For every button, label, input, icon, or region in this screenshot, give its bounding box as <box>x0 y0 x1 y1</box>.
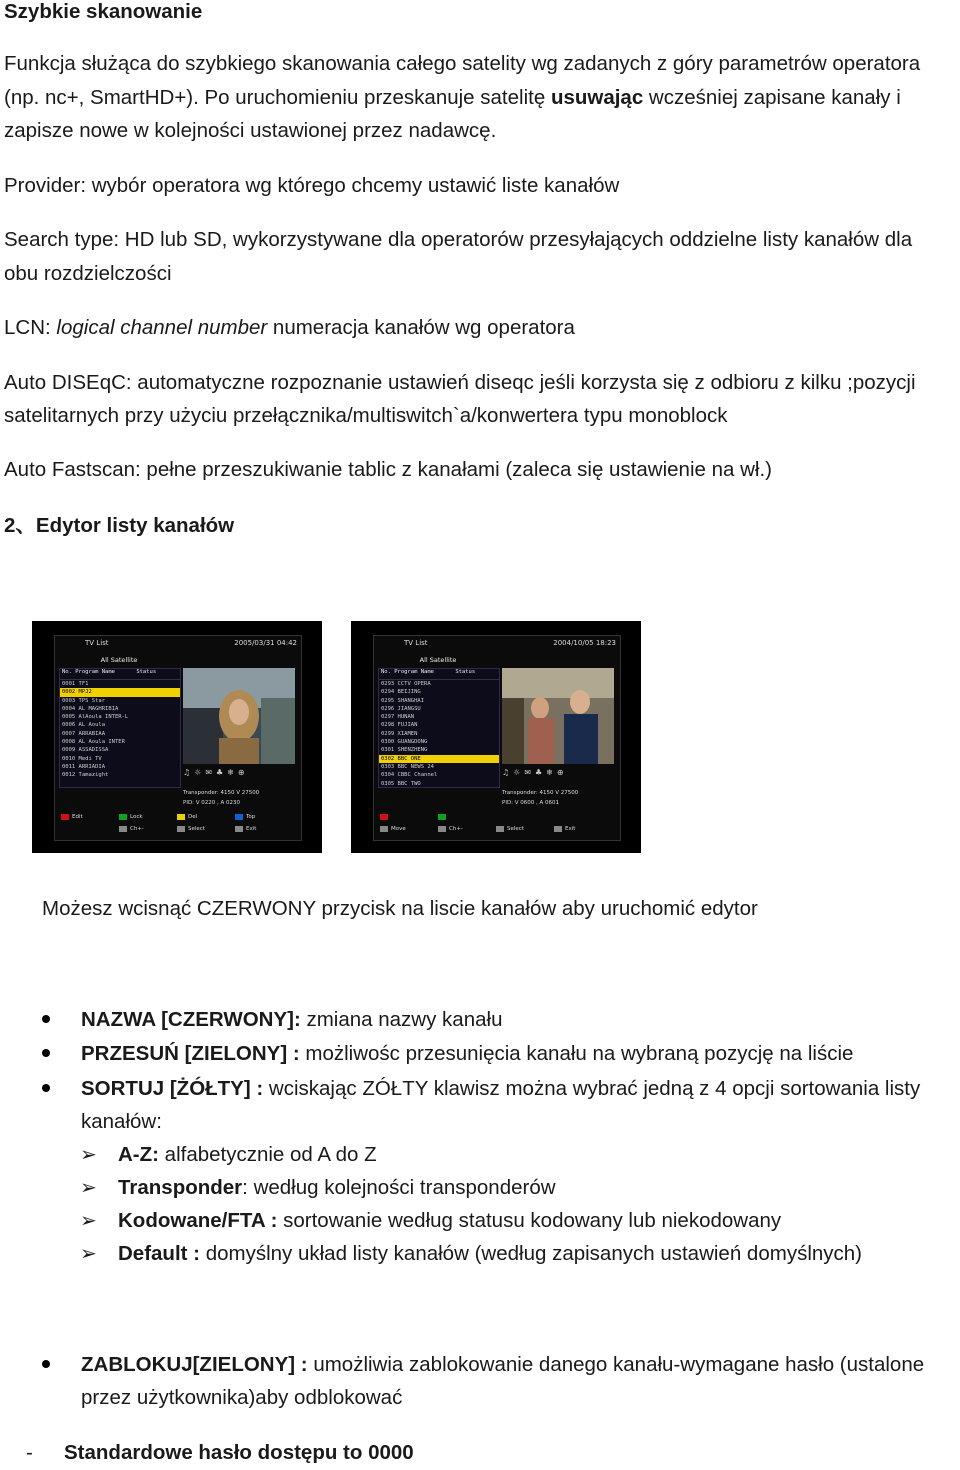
sub-bold: Default : <box>118 1242 200 1265</box>
key-ch <box>438 826 463 832</box>
channel-row: 0009 ASSADISSA <box>62 747 109 754</box>
fastscan-text: Auto Fastscan: pełne przeszukiwanie tablic z kanałami (zaleca się ustawienie na wł.) <box>4 458 772 481</box>
channel-row: 0304 CBBC Channel <box>381 772 438 779</box>
key-exit <box>235 826 256 832</box>
col-name: Program Name <box>394 669 434 675</box>
col-status: Status <box>455 669 476 675</box>
sort-transponder <box>118 1171 556 1205</box>
default-password: Standardowe hasło dostępu to 0000 <box>64 1441 414 1464</box>
channel-row: 0007 ARRABIAA <box>62 730 106 737</box>
col-status: Status <box>136 669 157 675</box>
channel-list <box>378 668 500 788</box>
video-preview <box>183 668 295 764</box>
channel-list <box>59 668 181 788</box>
ok-key-icon <box>496 826 504 832</box>
yellow-key-icon <box>177 814 185 820</box>
video-preview <box>502 668 614 764</box>
sub-text: alfabetycznie od A do Z <box>158 1143 377 1166</box>
col-name: Program Name <box>75 669 115 675</box>
channel-row: 0303 BBC NEWS 24 <box>381 763 434 770</box>
diseqc-line-2: satelitarnych przy użyciu przełącznika/multiswitch`a/konwertera typu monoblock <box>4 404 728 427</box>
key-label: Select <box>188 826 205 832</box>
sub-bold: A-Z: <box>118 1143 159 1166</box>
search-type-line-2: obu rozdzielczości <box>4 262 172 285</box>
dash-marker: - <box>26 1441 33 1464</box>
channel-row: 0008 AL Aoula INTER <box>62 739 125 746</box>
channel-row: 0011 ARRIADIA <box>62 763 106 770</box>
bullet-sort <box>81 1072 920 1106</box>
satellite-label: All Satellite <box>100 656 138 664</box>
key-label: Ch+- <box>130 826 144 832</box>
arrows-key-icon <box>438 826 446 832</box>
intro-line-3: zapisze nowe w kolejności ustawionej przez nadawcę. <box>4 119 497 142</box>
key-label: Exit <box>565 826 576 832</box>
arrow-bullet-icon: ➢ <box>80 1241 97 1265</box>
key-green <box>438 814 446 820</box>
green-key-icon <box>438 814 446 820</box>
channel-row: 0295 SHANGHAI <box>381 697 425 704</box>
tv-list-datetime: 2005/03/31 04:42 <box>234 639 297 647</box>
intro-line-2-text: (np. nc+, SmartHD+). Po uruchomieniu przeskanuje satelitę <box>4 86 551 109</box>
red-key-icon <box>380 814 388 820</box>
channel-row: 0002 MPJ2 <box>60 688 180 696</box>
tv-list-frame <box>54 635 302 841</box>
tv-list-header <box>374 636 620 650</box>
lcn-rest: numeracja kanałów wg operatora <box>267 316 575 339</box>
bullet-icon <box>42 1049 50 1057</box>
key-label: Del <box>188 814 198 820</box>
sort-fta <box>118 1204 781 1238</box>
bullet-text: zmiana nazwy kanału <box>300 1008 503 1031</box>
color-keys-legend <box>59 812 297 836</box>
transponder-info <box>183 788 295 808</box>
key-red <box>380 814 388 820</box>
section-2-heading: 2、Edytor listy kanałów <box>4 514 235 537</box>
sub-bold: Transponder <box>118 1176 243 1199</box>
channel-row: 0305 BBC TWO <box>381 780 421 787</box>
red-button-hint: Możesz wcisnąć CZERWONY przycisk na liscie kanałów aby uruchomić edytor <box>42 897 758 920</box>
key-label: Top <box>246 814 256 820</box>
channel-row: 0001 TF1 <box>62 681 89 687</box>
bullet-text: możliwośc przesunięcia kanału na wybraną pozycję na liście <box>299 1042 854 1065</box>
channel-row: 0004 AL MAGHRIBIA <box>62 705 119 712</box>
transponder-text: Transponder: 4150 V 27500 <box>502 790 579 796</box>
channel-row: 0010 Medi TV <box>62 755 102 762</box>
lcn-prefix: LCN: <box>4 316 57 339</box>
channel-row: 0293 CCTV OPERA <box>381 681 431 687</box>
sub-bold: Kodowane/FTA : <box>118 1209 278 1232</box>
tv-list-datetime: 2004/10/05 18:23 <box>553 639 616 647</box>
blue-key-icon <box>235 814 243 820</box>
arrows-key-icon <box>119 826 127 832</box>
channel-row: 0296 JIANGSU <box>381 705 421 712</box>
arrow-bullet-icon: ➢ <box>80 1142 97 1166</box>
arrow-bullet-icon: ➢ <box>80 1208 97 1232</box>
tv-list-header <box>55 636 301 650</box>
tv-list-title: TV List <box>85 639 109 647</box>
bullet-bold: ZABLOKUJ[ZIELONY] : <box>81 1353 308 1376</box>
col-no: No. <box>62 669 72 675</box>
key-select <box>177 826 205 832</box>
key-label: Exit <box>246 826 257 832</box>
key-label: Lock <box>130 814 143 820</box>
bullet-bold: SORTUJ [ŻÓŁTY] : <box>81 1077 264 1100</box>
provider-text: Provider: wybór operatora wg którego chcemy ustawić liste kanałów <box>4 174 620 197</box>
key-label: Ch+- <box>449 826 463 832</box>
key-ch <box>119 826 144 832</box>
sort-default <box>118 1237 862 1271</box>
key-select <box>496 826 524 832</box>
exit-key-icon <box>554 826 562 832</box>
key-exit <box>554 826 575 832</box>
bullet-rename <box>81 1003 502 1037</box>
bullet-bold: NAZWA [CZERWONY]: <box>81 1008 301 1031</box>
search-type-line-1: Search type: HD lub SD, wykorzystywane dla operatorów przesyłających oddzielne listy kanałów dla <box>4 228 913 251</box>
bullet-text: wciskając ZÓŁTY klawisz można wybrać jedną z 4 opcji sortowania listy <box>263 1077 921 1100</box>
tv-list-title: TV List <box>404 639 428 647</box>
bullet-icon <box>42 1360 50 1368</box>
tv-list-screenshot-1 <box>32 621 322 853</box>
channel-row: 0300 GUANGDONG <box>381 739 428 746</box>
transponder-text: Transponder: 4150 V 27500 <box>183 790 260 796</box>
pid-text: PID: V 0600 , A 0601 <box>502 800 560 806</box>
function-icons: ♫☼✉♣❄⊕ <box>502 768 568 777</box>
exit-key-icon <box>235 826 243 832</box>
channel-row: 0299 XIAMEN <box>381 730 418 737</box>
channel-row: 0005 AlAoula INTER-L <box>62 714 129 721</box>
sort-az <box>118 1138 377 1172</box>
move-key-icon <box>380 826 388 832</box>
diseqc-line-1: Auto DISEqC: automatyczne rozpoznanie ustawień diseqc jeśli korzysta się z odbioru z kilku ;pozycji <box>4 371 916 394</box>
channel-row: 0006 AL Aoula <box>62 722 106 729</box>
channel-row: 0297 HUNAN <box>381 714 415 721</box>
bullet-lock <box>81 1348 924 1382</box>
bullet-move <box>81 1037 853 1071</box>
green-key-icon <box>119 814 127 820</box>
key-move <box>380 826 406 832</box>
satellite-label: All Satellite <box>419 656 457 664</box>
intro-line-1: Funkcja służąca do szybkiego skanowania całego satelity wg zadanych z góry parametrów operatora <box>4 52 921 75</box>
key-blue-top <box>235 814 255 820</box>
tv-list-frame <box>373 635 621 841</box>
bullet-lock-continued: przez użytkownika)aby odblokować <box>81 1386 403 1409</box>
bullet-icon <box>42 1015 50 1023</box>
channel-row: 0294 BEIJING <box>381 689 421 696</box>
key-red-edit <box>61 814 83 820</box>
channel-row: 0301 SHENZHENG <box>381 747 428 754</box>
channel-list-header <box>379 669 499 680</box>
page-heading: Szybkie skanowanie <box>4 0 203 23</box>
key-yellow-del <box>177 814 197 820</box>
channel-row: 0012 Tamazight <box>62 772 109 779</box>
bullet-text: umożliwia zablokowanie danego kanału-wymagane hasło (ustalone <box>307 1353 925 1376</box>
pid-text: PID: V 0220 , A 0230 <box>183 800 241 806</box>
lcn-text <box>4 311 575 345</box>
channel-list-header <box>60 669 180 680</box>
intro-line-2-rest: wcześniej zapisane kanały i <box>643 86 901 109</box>
red-key-icon <box>61 814 69 820</box>
bullet-icon <box>42 1084 50 1092</box>
intro-line-2 <box>4 81 901 115</box>
key-label: Move <box>391 826 406 832</box>
transponder-info <box>502 788 614 808</box>
channel-row: 0298 FUJIAN <box>381 722 418 729</box>
intro-bold-word: usuwając <box>550 86 644 109</box>
lcn-italic: logical channel number <box>56 316 268 339</box>
tv-list-screenshot-2 <box>351 621 641 853</box>
color-keys-legend <box>378 812 616 836</box>
sub-text: domyślny układ listy kanałów (według zapisanych ustawień domyślnych) <box>200 1242 862 1265</box>
col-no: No. <box>381 669 391 675</box>
ok-key-icon <box>177 826 185 832</box>
bullet-bold: PRZESUŃ [ZIELONY] : <box>81 1042 300 1065</box>
sub-text: sortowanie według statusu kodowany lub niekodowany <box>277 1209 782 1232</box>
arrow-bullet-icon: ➢ <box>80 1175 97 1199</box>
sub-text: : według kolejności transponderów <box>242 1176 556 1199</box>
bullet-sort-continued: kanałów: <box>81 1110 162 1133</box>
key-label: Edit <box>72 814 83 820</box>
key-green-lock <box>119 814 143 820</box>
channel-row: 0003 TPS Star <box>62 697 106 704</box>
key-label: Select <box>507 826 524 832</box>
channel-row: 0302 BBC ONE <box>379 755 499 763</box>
function-icons: ♫☼✉♣❄⊕ <box>183 768 249 777</box>
